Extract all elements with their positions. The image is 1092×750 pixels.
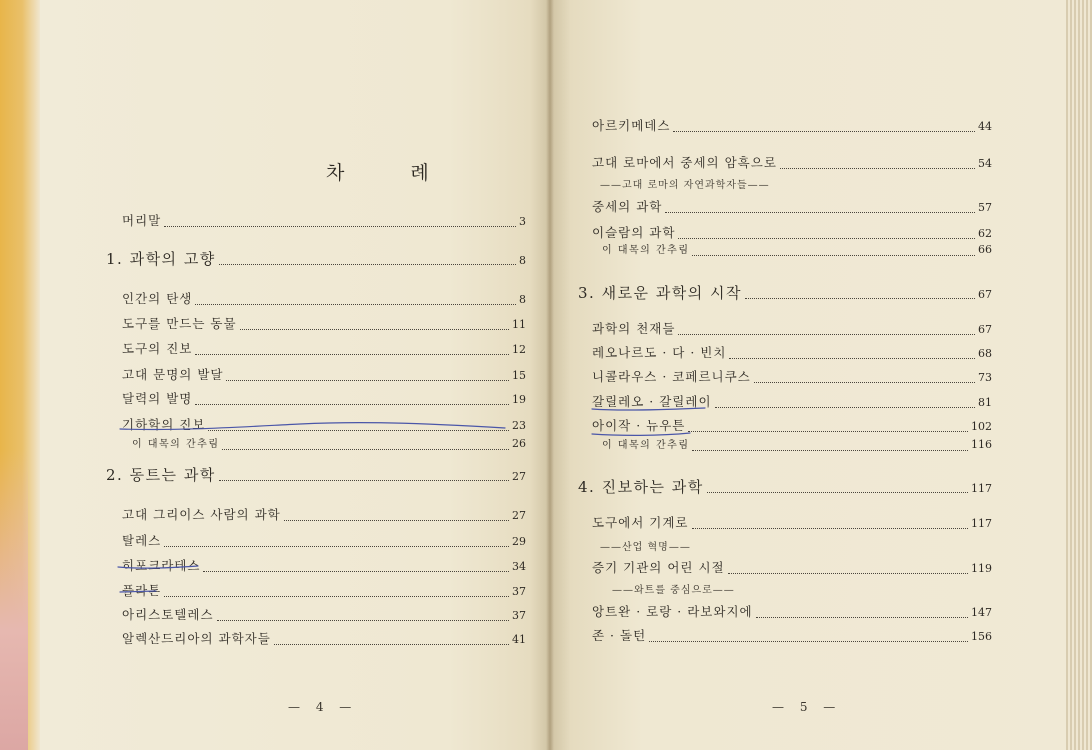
pen-underline [120,591,156,592]
toc-entry: 고대 문명의 발달 15 [122,367,526,382]
toc-entry: 레오나르도 · 다 · 빈치 68 [592,345,992,360]
toc-entry: 아이작 · 뉴우튼 102 [592,418,992,433]
toc-entry: 알렉산드리아의 과학자들 41 [122,631,526,646]
pen-underline [592,408,705,410]
toc-subtitle: ——와트를 중심으로—— [612,585,735,596]
toc-entry: 존 · 돌턴 156 [592,628,992,643]
toc-entry: 기하학의 진보 23 [122,417,526,432]
toc-entry: 중세의 과학 57 [592,199,992,214]
toc-entry: 고대 로마에서 중세의 암흑으로 54 [592,155,992,170]
pen-underline [120,423,505,430]
toc-entry: 니콜라우스 · 코페르니쿠스 73 [592,369,992,384]
toc-entry: 인간의 탄생 8 [122,291,526,306]
toc-summary: 이 대목의 간추림 66 [602,243,992,256]
toc-entry: 갈릴레오 · 갈릴레이 81 [592,394,992,409]
pen-underline [592,433,690,435]
toc-entry: 앙트완 · 로랑 · 라보와지에 147 [592,604,992,619]
toc-entry: 도구를 만드는 동물 11 [122,316,526,331]
toc-entry: 아리스토텔레스 37 [122,607,526,622]
toc-entry: 과학의 천재들 67 [592,321,992,336]
toc-entry: 고대 그리이스 사람의 과학 27 [122,507,526,522]
toc-entry: 머리말 3 [122,213,526,228]
toc-entry: 아르키메데스 44 [592,118,992,133]
toc-chapter: 2. 동트는 과학 27 [106,466,526,484]
toc-entry: 달력의 발명 19 [122,391,526,406]
toc-subtitle: ——고대 로마의 자연과학자들—— [600,180,770,191]
toc-entry: 도구의 진보 12 [122,341,526,356]
toc-entry: 탈레스 29 [122,533,526,548]
toc-entry: 도구에서 기계로 117 [592,515,992,530]
toc-title: 차 례 [326,162,459,184]
toc-entry: 히포크라테스 34 [122,558,526,573]
toc-entry: 증기 기관의 어린 시절 119 [592,560,992,575]
toc-entry: 이슬람의 과학 62 [592,225,992,240]
toc-chapter: 4. 진보하는 과학 117 [578,478,992,496]
page-number: — 4 — [288,700,358,714]
page-number: — 5 — [772,700,842,714]
pen-underline [118,566,198,568]
toc-summary: 이 대목의 간추림 116 [602,438,992,451]
toc-chapter: 1. 과학의 고향 8 [106,250,526,268]
toc-entry: 플라톤 37 [122,583,526,598]
toc-chapter: 3. 새로운 과학의 시작 67 [578,284,992,302]
toc-summary: 이 대목의 간추림 26 [132,437,526,450]
toc-subtitle: ——산업 혁명—— [600,542,691,553]
